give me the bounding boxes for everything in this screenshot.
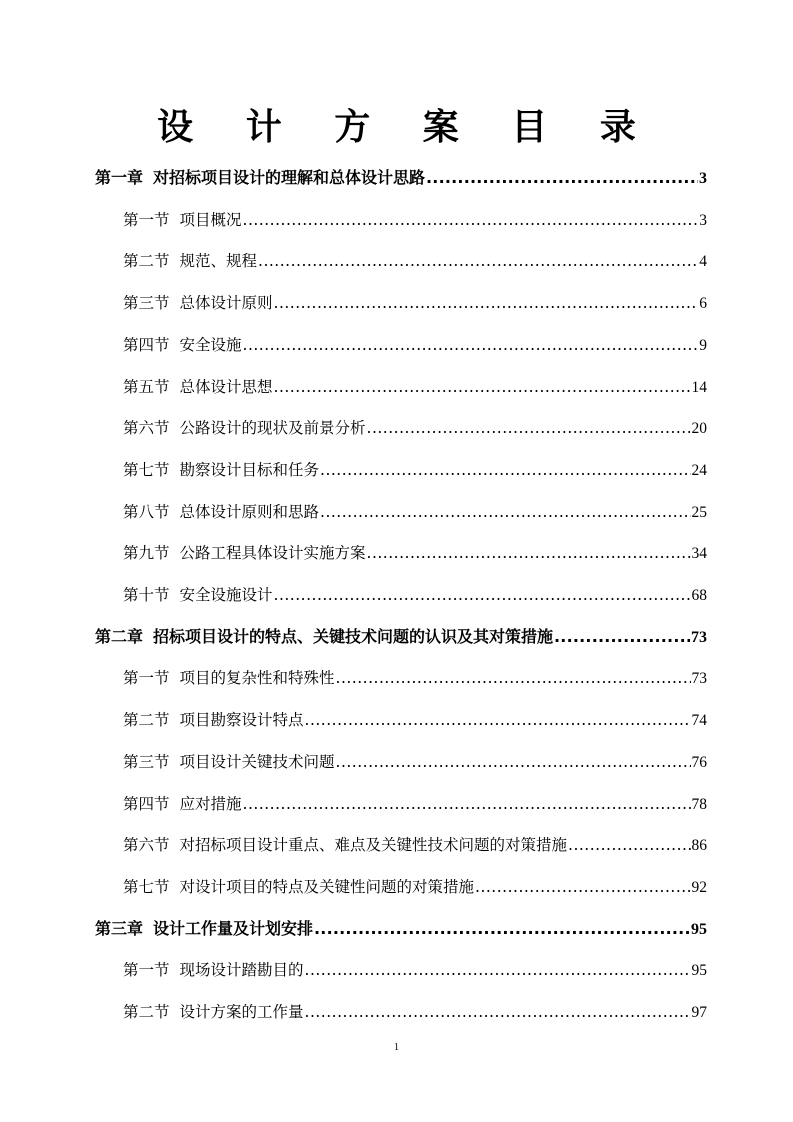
toc-section[interactable] (123, 454, 707, 486)
toc-page: 73 (691, 670, 707, 688)
toc-section[interactable] (123, 371, 707, 403)
toc-label: 现场设计踏勘目的 (179, 961, 304, 980)
toc-page: 73 (691, 628, 707, 646)
toc-number: 第九节 (123, 544, 170, 563)
toc-number: 第六节 (123, 836, 170, 855)
toc-section[interactable] (123, 662, 707, 694)
dot-leader (475, 871, 690, 903)
toc-number: 第一节 (123, 669, 170, 688)
toc-label: 总体设计原则和思路 (179, 502, 320, 521)
toc-page: 6 (699, 295, 707, 313)
toc-label: 项目勘察设计特点 (179, 711, 304, 730)
toc-page: 4 (699, 253, 707, 271)
toc-page: 95 (691, 962, 707, 980)
toc-section[interactable] (123, 329, 707, 361)
toc-number: 第三节 (123, 752, 170, 771)
toc-page: 74 (691, 712, 707, 730)
toc-number: 第六节 (123, 419, 170, 438)
toc-chapter-1[interactable] (95, 162, 707, 194)
toc-label: 对设计项目的特点及关键性问题的对策措施 (179, 877, 475, 896)
toc-page: 76 (691, 753, 707, 771)
toc-label: 对招标项目设计重点、难点及关键性技术问题的对策措施 (179, 836, 568, 855)
toc-section[interactable] (123, 788, 707, 820)
toc-page: 14 (691, 378, 707, 396)
toc-label: 勘察设计目标和任务 (179, 460, 320, 479)
toc-page: 9 (699, 336, 707, 354)
dot-leader (336, 746, 691, 778)
toc-page: 25 (691, 503, 707, 521)
page-number: 1 (394, 1042, 399, 1053)
dot-leader (274, 371, 691, 403)
toc-section[interactable] (123, 954, 707, 986)
toc-page: 68 (691, 587, 707, 604)
toc-label: 应对措施 (179, 794, 242, 813)
dot-leader (258, 245, 698, 277)
dot-leader (314, 913, 690, 945)
toc-section[interactable] (123, 746, 707, 778)
toc-number: 第二节 (123, 252, 170, 271)
toc-label: 设计方案的工作量 (179, 1003, 304, 1021)
toc-number: 第一节 (123, 961, 170, 980)
toc-number: 第四节 (123, 335, 170, 354)
toc-chapter-3[interactable] (95, 913, 707, 945)
toc-label: 招标项目设计的特点、关键技术问题的认识及其对策措施 (153, 626, 554, 646)
dot-leader (426, 162, 698, 194)
toc-page: 95 (691, 920, 707, 938)
toc-section[interactable] (123, 996, 707, 1028)
dot-leader (305, 954, 691, 986)
toc-number: 第一节 (123, 210, 170, 229)
dot-leader (305, 704, 691, 736)
toc-label: 公路设计的现状及前景分析 (179, 419, 366, 438)
toc-number: 第五节 (123, 377, 170, 396)
toc-section[interactable] (123, 871, 707, 903)
toc-number: 第二节 (123, 711, 170, 730)
toc-section[interactable] (123, 704, 707, 736)
dot-leader (243, 204, 699, 236)
toc-number: 第三节 (123, 294, 170, 313)
toc-label: 项目的复杂性和特殊性 (179, 669, 335, 688)
toc-page: 78 (691, 795, 707, 813)
toc-number: 第一章 (95, 168, 144, 187)
toc-number: 第四节 (123, 794, 170, 813)
toc-number: 第七节 (123, 877, 170, 896)
dot-leader (320, 454, 690, 486)
toc-chapter-2[interactable] (95, 621, 707, 653)
toc-page: 3 (699, 211, 707, 229)
toc-section[interactable] (123, 204, 707, 236)
toc-section[interactable] (123, 496, 707, 528)
toc-label: 规范、规程 (179, 252, 258, 271)
toc-section[interactable] (123, 245, 707, 277)
toc-number: 第三章 (95, 918, 144, 938)
dot-leader (274, 287, 699, 319)
dot-leader (243, 329, 699, 361)
toc-number: 第七节 (123, 460, 170, 479)
dot-leader (320, 496, 690, 528)
toc-page: 20 (691, 420, 707, 438)
toc-page: 24 (691, 461, 707, 479)
dot-leader (336, 662, 691, 694)
toc-label: 公路工程具体设计实施方案 (179, 544, 366, 563)
toc-number: 第二节 (123, 1003, 170, 1021)
toc-page: 3 (699, 170, 707, 187)
toc-page: 97 (691, 1004, 707, 1021)
dot-leader (568, 829, 690, 861)
dot-leader (367, 412, 691, 444)
toc-label: 项目概况 (179, 210, 242, 229)
toc-section[interactable] (123, 287, 707, 319)
toc-page: 86 (691, 837, 707, 855)
toc-section[interactable] (123, 537, 707, 569)
toc-section[interactable] (123, 579, 707, 611)
toc-section[interactable] (123, 829, 707, 861)
toc-number: 第十节 (123, 586, 170, 604)
toc-label: 项目设计关键技术问题 (179, 752, 335, 771)
toc-label: 安全设施设计 (179, 586, 273, 604)
toc-section[interactable] (123, 412, 707, 444)
toc-label: 设计工作量及计划安排 (153, 918, 314, 938)
dot-leader (554, 621, 690, 653)
toc-number: 第八节 (123, 502, 170, 521)
toc-label: 对招标项目设计的理解和总体设计思路 (153, 168, 426, 187)
document-title: 设 计 方 案 目 录 (157, 107, 656, 148)
toc-page: 34 (691, 545, 707, 563)
dot-leader (243, 788, 691, 820)
dot-leader (367, 537, 691, 569)
toc-page: 92 (691, 878, 707, 896)
toc-number: 第二章 (95, 626, 144, 646)
toc-label: 总体设计思想 (179, 377, 273, 396)
dot-leader (305, 996, 691, 1028)
toc-label: 总体设计原则 (179, 294, 273, 313)
dot-leader (274, 579, 691, 611)
toc-label: 安全设施 (179, 335, 242, 354)
